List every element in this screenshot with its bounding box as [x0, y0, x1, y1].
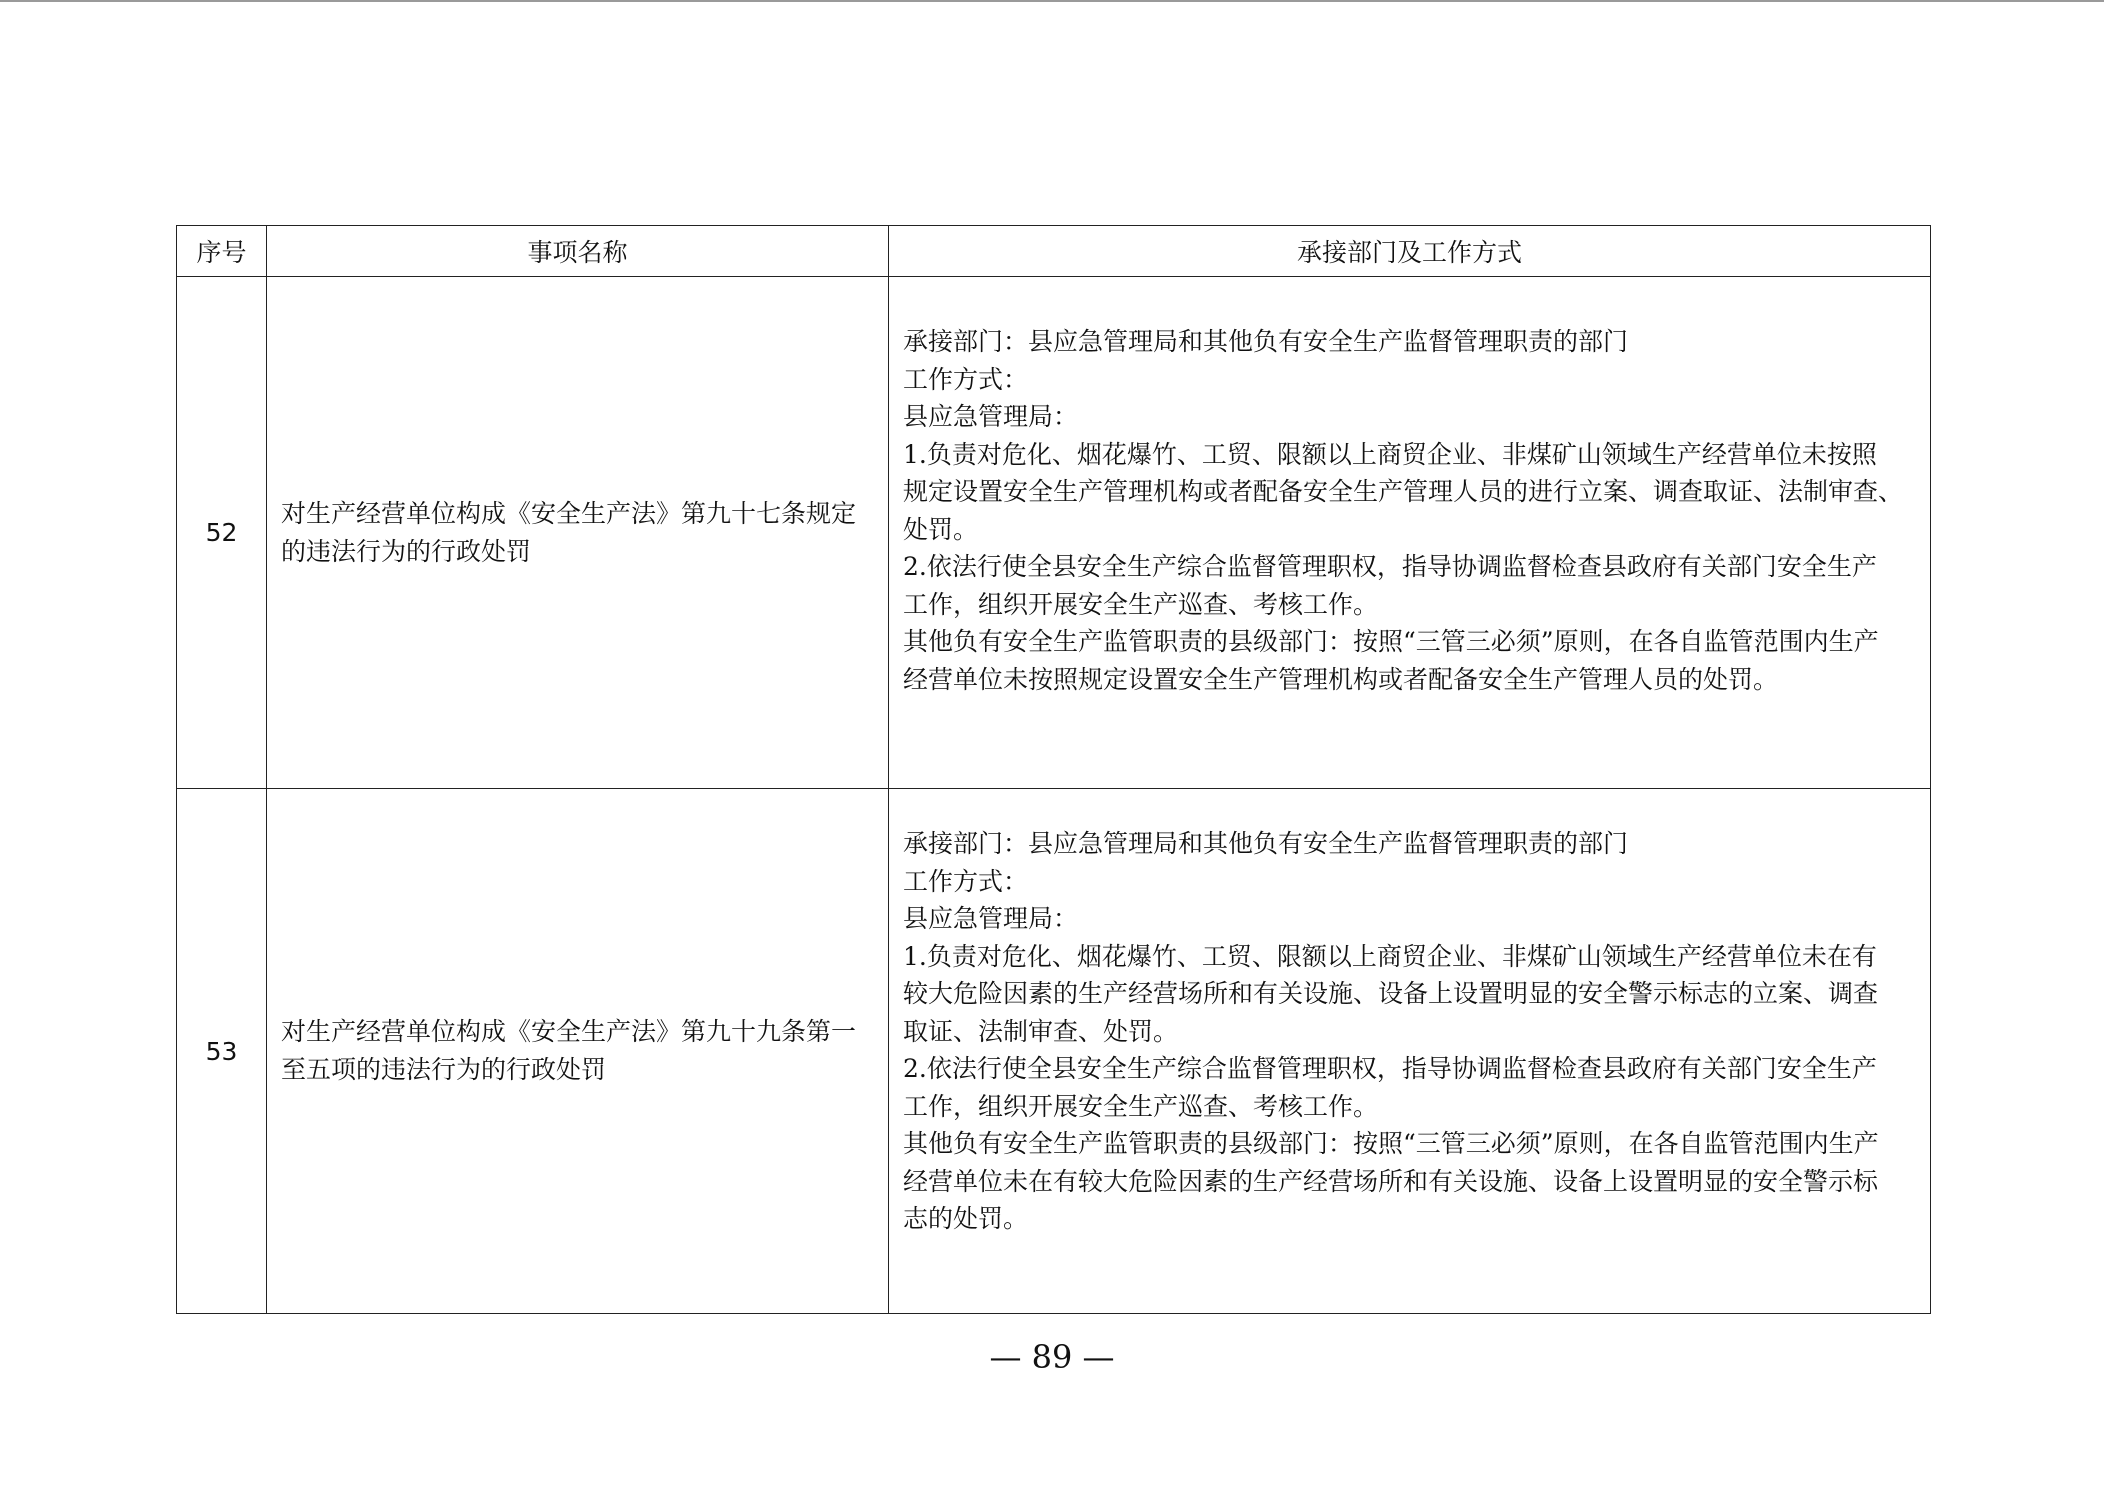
header-item-name: 事项名称 — [267, 226, 889, 277]
responsibility-table — [176, 225, 1931, 1314]
row-serial-number: 53 — [177, 789, 267, 1314]
dept-line: 工作方式： — [903, 866, 1029, 896]
dept-line: 县应急管理局： — [903, 402, 1079, 431]
dept-line: 取证、法制审查、处罚。 — [903, 1016, 1179, 1046]
dept-line: 规定设置安全生产管理机构或者配备安全生产管理人员的进行立案、调查取证、法制审查、 — [903, 477, 1904, 506]
dept-line: 1.负责对危化、烟花爆竹、工贸、限额以上商贸企业、非煤矿山领域生产经营单位未按照 — [903, 439, 1877, 469]
header-serial-number: 序号 — [177, 226, 267, 277]
dept-line: 较大危险因素的生产经营场所和有关设施、设备上设置明显的安全警示标志的立案、调查 — [903, 979, 1879, 1008]
item-name-line: 对生产经营单位构成《安全生产法》第九十九条第一 — [281, 1017, 857, 1046]
row-serial-number: 52 — [177, 277, 267, 789]
dept-line: 工作方式： — [903, 364, 1029, 394]
page-number: — 89 — — [989, 1338, 1115, 1376]
item-name-line: 的违法行为的行政处罚 — [281, 536, 532, 566]
top-border-line — [0, 0, 2104, 2]
dept-line: 处罚。 — [903, 514, 979, 544]
dept-line: 承接部门：县应急管理局和其他负有安全生产监督管理职责的部门 — [903, 829, 1629, 858]
item-name-line: 至五项的违法行为的行政处罚 — [281, 1055, 607, 1084]
dept-line: 工作，组织开展安全生产巡查、考核工作。 — [903, 1091, 1379, 1121]
dept-line: 2.依法行使全县安全生产综合监督管理职权，指导协调监督检查县政府有关部门安全生产 — [903, 1054, 1877, 1083]
row-item-name — [267, 277, 889, 789]
row-item-name — [267, 789, 889, 1314]
row-department-method — [889, 789, 1931, 1314]
header-department-method: 承接部门及工作方式 — [889, 226, 1931, 277]
dept-line: 2.依法行使全县安全生产综合监督管理职权，指导协调监督检查县政府有关部门安全生产 — [903, 552, 1877, 581]
dept-line: 承接部门：县应急管理局和其他负有安全生产监督管理职责的部门 — [903, 327, 1629, 356]
dept-line: 经营单位未按照规定设置安全生产管理机构或者配备安全生产管理人员的处罚。 — [903, 664, 1779, 694]
dept-line: 其他负有安全生产监管职责的县级部门：按照“三管三必须”原则，在各自监管范围内生产 — [903, 1129, 1879, 1158]
dept-line: 经营单位未在有较大危险因素的生产经营场所和有关设施、设备上设置明显的安全警示标 — [903, 1166, 1879, 1196]
table-row — [177, 789, 1931, 1314]
table-header-row — [177, 226, 1931, 277]
dept-line: 工作，组织开展安全生产巡查、考核工作。 — [903, 589, 1379, 619]
dept-line: 其他负有安全生产监管职责的县级部门：按照“三管三必须”原则，在各自监管范围内生产 — [903, 627, 1879, 656]
dept-line: 志的处罚。 — [903, 1204, 1029, 1233]
dept-line: 县应急管理局： — [903, 904, 1079, 933]
dept-line: 1.负责对危化、烟花爆竹、工贸、限额以上商贸企业、非煤矿山领域生产经营单位未在有 — [903, 941, 1877, 971]
table-row — [177, 277, 1931, 789]
row-department-method — [889, 277, 1931, 789]
item-name-line: 对生产经营单位构成《安全生产法》第九十七条规定 — [281, 498, 857, 528]
